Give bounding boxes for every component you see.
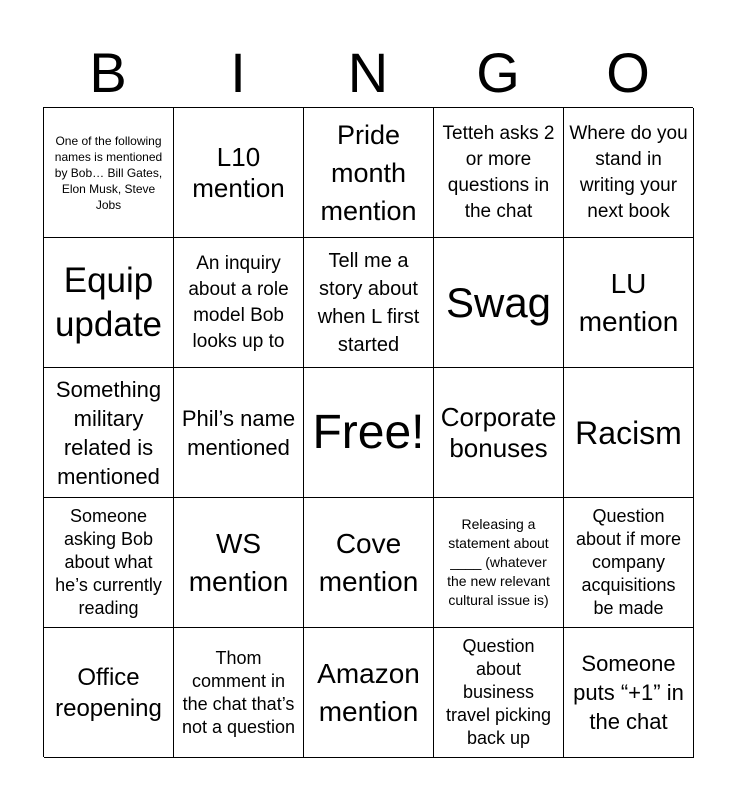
bingo-cell-r2c3[interactable] (304, 238, 434, 368)
cell-text: Where do you stand in writing your next book (569, 122, 688, 222)
header-letter-n: N (347, 41, 389, 104)
cell-text: Office reopening (55, 663, 162, 722)
bingo-cell-r4c5[interactable] (564, 498, 694, 628)
cell-text: Releasing a statement about ____ (whatever the new relevant cultural issue is) (447, 516, 550, 608)
cell-text: Racism (575, 414, 682, 451)
bingo-cell-r4c1[interactable] (44, 498, 174, 628)
bingo-cell-r1c1[interactable] (44, 108, 174, 238)
cell-text: Something military related is mentioned (55, 376, 162, 489)
cell-text: Tell me a story about when L first started (317, 249, 420, 356)
bingo-cell-r1c4[interactable] (434, 108, 564, 238)
cell-text: LU mention (578, 267, 679, 337)
cell-text: Thom comment in the chat that’s not a question (181, 647, 296, 737)
bingo-cell-free[interactable] (304, 368, 434, 498)
header-letter-b: B (89, 41, 127, 104)
bingo-cell-r2c1[interactable] (44, 238, 174, 368)
bingo-cell-r3c1[interactable] (44, 368, 174, 498)
bingo-cell-r4c4[interactable] (434, 498, 564, 628)
cell-text: Swag (445, 278, 552, 326)
bingo-cell-r5c1[interactable] (44, 628, 174, 758)
cell-text: L10 mention (192, 141, 285, 203)
bingo-cell-r5c5[interactable] (564, 628, 694, 758)
bingo-cell-r4c2[interactable] (174, 498, 304, 628)
bingo-cell-r5c3[interactable] (304, 628, 434, 758)
cell-text: Equip update (54, 260, 163, 344)
bingo-cell-r3c5[interactable] (564, 368, 694, 498)
cell-text: Free! (312, 405, 425, 459)
cell-text: Someone asking Bob about what he’s currently reading (55, 506, 162, 618)
cell-text: Question about if more company acquisitions be made (575, 506, 682, 618)
cell-text: Question about business travel picking back up (445, 636, 552, 748)
bingo-cell-r2c2[interactable] (174, 238, 304, 368)
bingo-cell-r1c3[interactable] (304, 108, 434, 238)
bingo-cell-r3c4[interactable] (434, 368, 564, 498)
cell-text: Tetteh asks 2 or more questions in the chat (442, 122, 555, 222)
cell-text: WS mention (188, 527, 289, 597)
cell-text: Pride month mention (320, 119, 417, 226)
cell-text: Corporate bonuses (440, 401, 557, 463)
bingo-cell-r3c2[interactable] (174, 368, 304, 498)
bingo-header (43, 38, 693, 108)
cell-text: Someone puts “+1” in the chat (573, 651, 684, 734)
bingo-cell-r5c4[interactable] (434, 628, 564, 758)
bingo-cell-r2c5[interactable] (564, 238, 694, 368)
bingo-cell-r4c3[interactable] (304, 498, 434, 628)
header-letter-g: G (476, 41, 520, 104)
header-letter-i: I (230, 41, 246, 104)
bingo-cell-r5c2[interactable] (174, 628, 304, 758)
header-letter-o: O (606, 41, 650, 104)
cell-text: One of the following names is mentioned by Bob… Bill Gates, Elon Musk, Steve Jobs (54, 133, 163, 212)
bingo-cell-r1c5[interactable] (564, 108, 694, 238)
bingo-cell-r1c2[interactable] (174, 108, 304, 238)
cell-text: Cove mention (318, 527, 419, 597)
bingo-cell-r2c4[interactable] (434, 238, 564, 368)
cell-text: Amazon mention (317, 657, 420, 727)
cell-text: Phil’s name mentioned (181, 405, 296, 460)
bingo-board (43, 107, 693, 757)
cell-text: An inquiry about a role model Bob looks up to (188, 252, 289, 352)
